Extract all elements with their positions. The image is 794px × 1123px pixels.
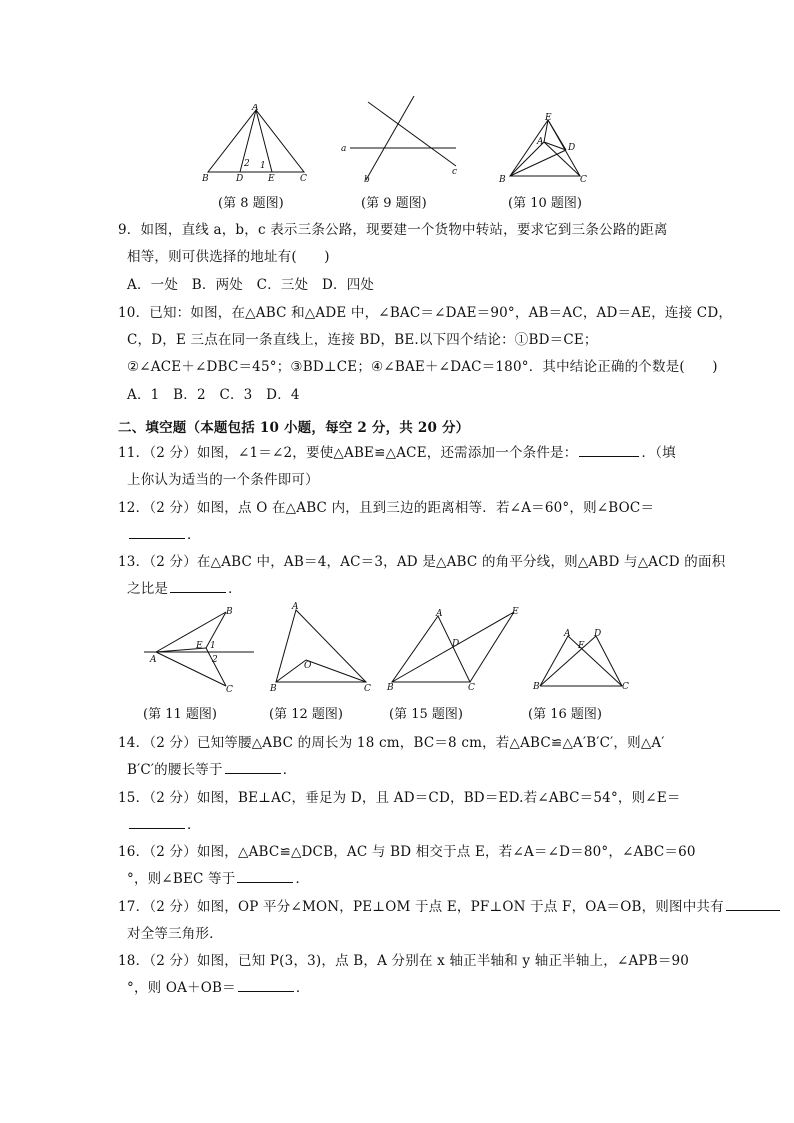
svg-text:1: 1: [260, 161, 266, 171]
q12-line1: 12．（2 分）如图，点 O 在△ABC 内，且到三边的距离相等．若∠A＝60°，则∠BOC＝: [118, 500, 655, 516]
svg-text:C: C: [300, 174, 307, 184]
svg-text:a: a: [341, 144, 347, 154]
q17-text: 17．（2 分）如图，OP 平分∠MON，PE⊥OM 于点 E，PF⊥ON 于点 F，OA＝OB，则图中共有: [118, 899, 724, 915]
q9-line1: 9．如图，直线 a，b，c 表示三条公路，现要建一个货物中转站，要求它到三条公路的距离: [118, 222, 668, 238]
svg-text:D: D: [594, 629, 602, 639]
svg-text:E: E: [578, 641, 585, 651]
svg-text:A: A: [537, 137, 544, 147]
figure-9-caption: (第 9 题图): [361, 196, 427, 211]
q15-answer-blank[interactable]: [129, 814, 185, 829]
svg-text:E: E: [196, 641, 203, 651]
svg-text:B: B: [533, 682, 540, 692]
q14-line1: 14．（2 分）已知等腰△ABC 的周长为 18 cm，BC＝8 cm，若△ABC≌△A′B′C′，则△A′: [118, 735, 665, 751]
svg-text:2: 2: [244, 159, 250, 169]
figure-10-caption: (第 10 题图): [508, 196, 582, 211]
q13-line2: [127, 577, 242, 597]
figure-16: [530, 626, 634, 692]
figure-9: [338, 94, 463, 184]
svg-text:C: C: [580, 175, 587, 184]
svg-text:E: E: [545, 113, 552, 123]
q11-answer-blank[interactable]: [579, 442, 639, 457]
q16-answer-blank[interactable]: [237, 868, 293, 883]
q18-line1: 18．（2 分）如图，已知 P(3，3)，点 B，A 分别在 x 轴正半轴和 y 轴正半轴上，∠APB＝90: [118, 953, 690, 969]
q10-line2: C，D，E 三点在同一条直线上，连接 BD，BE.以下四个结论：①BD＝CE；: [127, 332, 598, 348]
svg-text:O: O: [304, 661, 312, 671]
svg-text:c: c: [452, 167, 458, 177]
q14-text: B′C′的腰长等于: [127, 762, 223, 778]
q10-line3: ②∠ACE＋∠DBC＝45°；③BD⊥CE；④∠BAE＋∠DAC＝180°．其中结论正确的个数是( ): [127, 359, 718, 375]
q12-line2: [127, 523, 201, 543]
q11-line1: [118, 441, 676, 461]
q11-text-tail: ．（填: [641, 445, 676, 461]
q13-answer-blank[interactable]: [170, 578, 226, 593]
q14-answer-blank[interactable]: [225, 759, 281, 774]
q11-line2: 上你认为适当的一个条件即可）: [127, 472, 319, 488]
q14-line2: [127, 758, 296, 778]
figure-10: [496, 112, 591, 184]
svg-text:2: 2: [212, 655, 218, 665]
svg-text:B: B: [387, 683, 394, 693]
q18-text: °，则 OA＋OB＝: [127, 980, 236, 996]
svg-text:C: C: [226, 685, 233, 695]
svg-text:D: D: [452, 639, 460, 649]
svg-text:C: C: [468, 683, 475, 693]
q18-answer-blank[interactable]: [238, 977, 294, 992]
q9-line2: 相等，则可供选择的地址有( ): [127, 249, 330, 265]
q9-options: A．一处 B．两处 C．三处 D．四处: [127, 277, 375, 293]
svg-text:A: A: [252, 104, 259, 113]
svg-text:E: E: [512, 607, 519, 617]
q16-line2: [127, 867, 309, 887]
q16-text: °，则∠BEC 等于: [127, 871, 236, 887]
figure-15-caption: (第 15 题图): [389, 707, 463, 722]
q16-line1: 16．（2 分）如图，△ABC≌△DCB，AC 与 BD 相交于点 E，若∠A＝∠D＝80°，∠ABC＝60: [118, 844, 696, 860]
q15-line1: 15．（2 分）如图，BE⊥AC，垂足为 D，且 AD＝CD，BD＝ED.若∠ABC＝54°，则∠E＝: [118, 790, 681, 806]
svg-text:C: C: [622, 682, 629, 692]
q17-line1: [118, 895, 782, 915]
q16-tail: ．: [295, 871, 310, 887]
svg-text:A: A: [564, 629, 571, 639]
q13-line1: 13．（2 分）在△ABC 中，AB＝4，AC＝3，AD 是△ABC 的角平分线，则△ABD 与△ACD 的面积: [118, 554, 726, 570]
figure-8-caption: (第 8 题图): [218, 196, 284, 211]
svg-text:C: C: [364, 684, 371, 694]
figure-12: [266, 598, 378, 694]
q15-line2: [127, 813, 201, 833]
svg-text:B: B: [270, 684, 277, 694]
svg-text:A: A: [292, 602, 299, 612]
svg-text:A: A: [150, 655, 157, 665]
q14-tail: ．: [282, 762, 297, 778]
q17-answer-blank[interactable]: [726, 896, 780, 911]
figure-11: [142, 604, 260, 696]
svg-text:D: D: [568, 143, 576, 153]
svg-text:B: B: [226, 607, 233, 617]
q10-line1: 10．已知：如图，在△ABC 和△ADE 中，∠BAC＝∠DAE＝90°，AB＝AC，AD＝AE，连接 CD，: [118, 305, 733, 321]
q18-line2: [127, 976, 310, 996]
svg-text:B: B: [202, 174, 209, 184]
figure-8: [200, 104, 312, 184]
q13-text: 之比是: [127, 581, 169, 597]
svg-text:1: 1: [210, 641, 216, 651]
svg-text:E: E: [268, 174, 275, 184]
svg-text:D: D: [236, 174, 244, 184]
svg-text:B: B: [499, 175, 506, 184]
figure-11-caption: (第 11 题图): [143, 707, 217, 722]
svg-text:b: b: [364, 175, 370, 184]
svg-text:A: A: [436, 609, 443, 619]
q13-tail: ．: [228, 581, 242, 597]
q12-tail: ．: [187, 527, 201, 543]
figure-16-caption: (第 16 题图): [528, 707, 602, 722]
q10-options: A．1 B．2 C．3 D．4: [127, 387, 300, 403]
q18-tail: ．: [295, 980, 310, 996]
figure-15: [384, 606, 524, 694]
figure-12-caption: (第 12 题图): [269, 707, 343, 722]
q17-line2: 对全等三角形．: [127, 926, 223, 942]
section-title: 二、填空题（本题包括 10 小题，每空 2 分，共 20 分）: [118, 420, 470, 436]
q11-text: 11．（2 分）如图，∠1＝∠2，要使△ABE≌△ACE，还需添加一个条件是：: [118, 445, 578, 461]
q12-answer-blank[interactable]: [129, 524, 185, 539]
q15-tail: ．: [187, 817, 201, 833]
